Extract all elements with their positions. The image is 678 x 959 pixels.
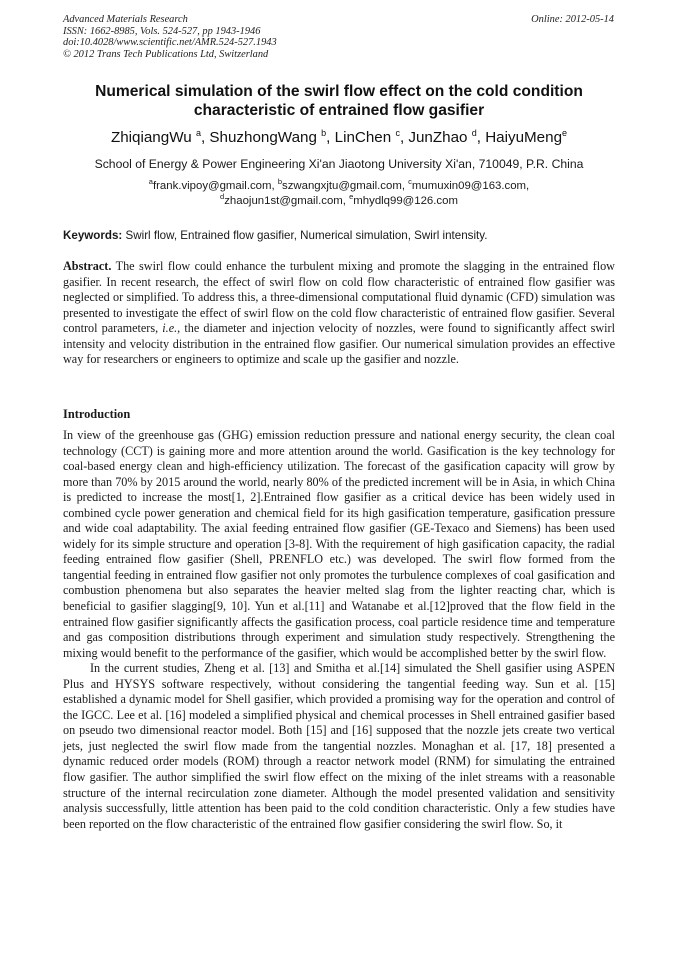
author-name: ZhiqiangWu [110,129,192,146]
author-name: ShuzhongWang [209,129,317,146]
email-marker: c [408,177,412,186]
author-list: ZhiqiangWu $^a$, ShuzhongWang $^b$, LinChen $^c$, JunZhao $^d$, HaiyuMeng$^e$ [110,128,568,146]
email-marker: e [349,192,354,201]
journal-issn: ISSN: 1662-8985, Vols. 524-527, pp 1943-1946 [63,25,261,37]
email-list [63,179,615,209]
abstract-ie: i.e. [162,321,178,336]
paragraph: In view of the greenhouse gas (GHG) emission reduction pressure and national energy security, the clean coal technology (CCT) is gaining more and more attention around the world. Gasification is the key technology for coal-based energy clean and high-efficiency utilization. The forecast of the gasification capacity will grow by more than 70% by 2015 around the world, nearly 80% of the predicted increment will be in Asia, in which China is predicted to increase the most[1, 2].Entrained flow gasifier as a critical device has been widely used in combined cycle power generation and chemical field for its high gasification temperature, gasification pressure and wide coal adaptability. The axial feeding entrained flow gasifier (GE-Texaco and Siemens) has been used widely for its simple structure and operation [3-8]. With the requirement of high gasification capacity, the radial feeding entrained flow gasifier (Shell, PRENFLO etc.) was developed. The swirl flow formed from the tangential feeding in entrained flow gasifier not only promotes the turbulence complexes of coal gasification and combustion phenomena but also separates the heavier melted slag from the lighter reacting char, which is beneficial to gasifier slagging[9, 10]. Yun et al.[11] and Watanabe et al.[12]proved that the flow field in the entrained flow gasifier significantly affects the gasification process, coal particle residence time and temperature and gas composition distributions through experiment and simulation study respectively. Strengthening the mixing would benefit to the performance of the gasifier, which would be accomplished better by the swirl flow. [63,428,615,660]
email-line [63,194,615,209]
author-marker: a [195,128,201,138]
abstract-label: Abstract. [63,259,112,273]
journal-doi[interactable]: doi:10.4028/www.scientific.net/AMR.524-527.1943 [63,37,277,48]
email-address[interactable]: szwangxjtu@gmail.com, [282,180,405,192]
author-name: JunZhao [408,129,468,146]
section-heading-introduction: Introduction [63,407,131,421]
email-address[interactable]: zhaojun1st@gmail.com, [224,195,346,207]
author-marker: c [395,128,400,138]
introduction-body [63,428,615,832]
journal-name: Advanced Materials Research [63,14,188,25]
email-marker: b [277,177,283,186]
keywords [63,229,615,243]
author-name: HaiyuMeng [485,129,563,146]
author-marker: e [562,128,568,138]
online-date: Online: 2012-05-14 [531,14,614,25]
paper-title: Numerical simulation of the swirl flow effect on the cold condition characteristic of entrained flow gasifier [95,83,583,119]
abstract-text: The swirl flow could enhance the turbulent mixing and promote the slagging in the entrained flow gasifier. In recent research, the effect of swirl flow on cold flow characteristic of entrained flow gasifier was neglected or simplified. To address this, a three-dimensional computational fluid dynamic (CFD) simulation was presented to investigate the effect of swirl flow on the cold flow characteristic of entrained flow gasifier. Several control parameters, [63,259,615,336]
email-line [63,179,615,194]
keywords-label: Keywords: [63,229,123,242]
abstract-text-continued: , the diameter and injection velocity of nozzles, were found to significantly affect swirl intensity and velocity distribution in the entrained flow gasifier. Our numerical simulation provides an effective way for researchers or engineers to optimize and scale up the gasifier and nozzle. [63,321,615,367]
email-address[interactable]: mhydlq99@126.com [353,195,458,207]
journal-copyright: © 2012 Trans Tech Publications Ltd, Switzerland [63,48,269,60]
journal-header [63,14,277,60]
author-marker: b [321,128,327,138]
email-marker: a [148,177,153,186]
paragraph: In the current studies, Zheng et al. [13] and Smitha et al.[14] simulated the Shell gasifier using ASPEN Plus and HYSYS software respectively, without considering the tangential feeding way. Sun et al. [15] established a dynamic model for Shell gasifier, which provided a promising way for the operation and control of the IGCC. Lee et al. [16] modeled a simplified physical and chemical processes in Shell entrained gasifier based on pseudo two dimensional reactor model. Both [15] and [16] supposed that the nozzle jets create two vertical jets, just neglected the swirl flow made from the tangential nozzles. Monaghan et al. [17, 18] presented a dynamic reduced order models (ROM) through a reactor network model (RNM) for simulating the entrained flow gasifier. The author simplified the swirl flow effect on the mixing of the inlet streams with a reasonable structure of the internal recirculation zone diameter. Although the model presented validation and sensitivity analysis successfully, little attention has been paid to the cold condition characteristic. Only a few studies have been reported on the flow characteristic of the entrained flow gasifier considering the swirl flow. So, it [63,661,615,831]
author-marker: d [471,128,477,138]
keywords-text: Swirl flow, Entrained flow gasifier, Numerical simulation, Swirl intensity. [125,229,488,242]
email-address[interactable]: mumuxin09@163.com, [411,180,530,192]
abstract [63,259,615,368]
author-name: LinChen [334,129,392,146]
email-marker: d [220,192,225,201]
affiliation: School of Energy & Power Engineering Xi'an Jiaotong University Xi'an, 710049, P.R. China [94,157,584,171]
email-address[interactable]: frank.vipoy@gmail.com, [152,180,275,192]
